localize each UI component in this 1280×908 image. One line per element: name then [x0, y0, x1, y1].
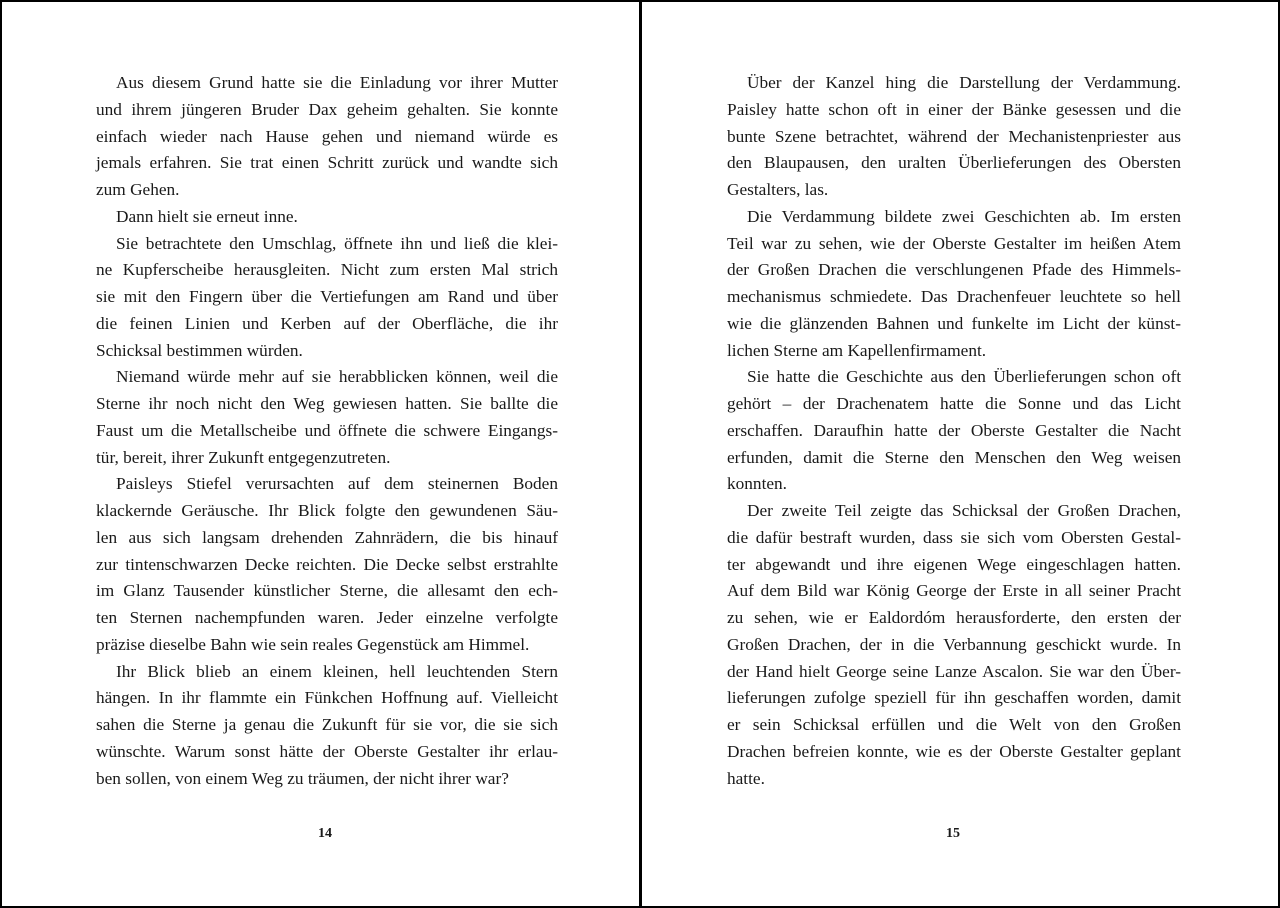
text-line: der Großen Drachen die verschlungenen Pfade des Himmels-: [727, 260, 1181, 280]
text-line: erschaffen. Daraufhin hatte der Oberste Gestalter die Nacht: [727, 420, 1181, 440]
text-line: ben sollen, von einem Weg zu träumen, der nicht ihrer war?: [96, 768, 509, 788]
text-line: zu sehen, wie er Ealdordóm herausforderte, den ersten der: [727, 608, 1181, 627]
text-line: Paisleys Stiefel verursachten auf dem steinernen Boden: [116, 474, 558, 494]
text-line: er sein Schicksal erfüllen und die Welt von den Großen: [727, 715, 1181, 734]
text-line: zum Gehen.: [96, 180, 180, 199]
text-line: Teil war zu sehen, wie der Oberste Gestalter im heißen Atem: [727, 233, 1181, 253]
text-line: im Glanz Tausender künstlicher Sterne, die allesamt den ech-: [96, 581, 558, 601]
text-line: den Blaupausen, den uralten Überlieferungen des Obersten: [727, 153, 1181, 173]
left-page-text: [96, 70, 558, 792]
text-line: Sterne ihr noch nicht den Weg gewiesen hatten. Sie ballte die: [96, 394, 558, 413]
text-line: erfunden, damit die Sterne den Menschen den Weg weisen: [727, 447, 1181, 467]
page-number-left: 14: [318, 826, 332, 841]
text-line: klackernde Geräusche. Ihr Blick folgte den gewundenen Säu-: [96, 501, 558, 520]
text-line: Drachen befreien konnte, wie es der Oberste Gestalter geplant: [727, 741, 1181, 761]
text-line: len aus sich langsam drehenden Zahnrädern, die bis hinauf: [96, 527, 558, 547]
text-line: die dafür bestraft wurden, dass sie sich vom Obersten Gestal-: [727, 527, 1181, 547]
text-line: Die Verdammung bildete zwei Geschichten ab. Im ersten: [747, 206, 1181, 226]
text-line: lichen Sterne am Kapellenfirmament.: [727, 340, 987, 360]
text-line: Großen Drachen, der in die Verbannung geschickt wurde. In: [727, 634, 1181, 654]
text-line: Sie hatte die Geschichte aus den Überlieferungen schon oft: [747, 367, 1181, 387]
text-line: Ihr Blick blieb an einem kleinen, hell leuchtenden Stern: [116, 661, 558, 681]
text-line: Der zweite Teil zeigte das Schicksal der Großen Drachen,: [747, 501, 1181, 520]
text-line: wünschte. Warum sonst hätte der Oberste Gestalter ihr erlau-: [96, 741, 558, 761]
text-line: präzise dieselbe Bahn wie sein reales Gegenstück am Himmel.: [96, 634, 530, 654]
text-line: bunte Szene betrachtet, während der Mechanistenpriester aus: [727, 126, 1181, 146]
text-line: Über der Kanzel hing die Darstellung der Verdammung.: [747, 73, 1181, 92]
paragraph: [727, 204, 1181, 365]
page-gutter-divider: [639, 0, 642, 908]
text-line: hatte.: [727, 768, 765, 788]
text-line: tür, bereit, ihrer Zukunft entgegenzutreten.: [96, 447, 391, 467]
paragraph: [96, 70, 558, 204]
text-line: konnten.: [727, 474, 787, 494]
paragraph: [727, 70, 1181, 204]
paragraph: [96, 659, 558, 793]
paragraph: [96, 231, 558, 365]
text-line: ter abgewandt und ihre eigenen Wege eingeschlagen hatten.: [727, 554, 1181, 574]
text-line: Schicksal bestimmen würden.: [96, 340, 303, 360]
text-line: Faust um die Metallscheibe und öffnete die schwere Eingangs-: [96, 420, 558, 440]
text-line: Niemand würde mehr auf sie herabblicken können, weil die: [116, 367, 558, 387]
text-line: Sie betrachtete den Umschlag, öffnete ihn und ließ die klei-: [116, 233, 558, 253]
text-line: ne Kupferscheibe herausgleiten. Nicht zum ersten Mal strich: [96, 260, 558, 280]
text-line: sie mit den Fingern über die Vertiefungen am Rand und über: [96, 287, 558, 306]
text-line: Aus diesem Grund hatte sie die Einladung vor ihrer Mutter: [116, 73, 558, 92]
paragraph: [96, 204, 558, 231]
text-line: und ihrem jüngeren Bruder Dax geheim gehalten. Sie konnte: [96, 99, 558, 119]
text-line: wie die glänzenden Bahnen und funkelte im Licht der künst-: [727, 313, 1181, 333]
text-line: einfach wieder nach Hause gehen und niemand würde es: [96, 126, 558, 146]
text-line: mechanismus schmiedete. Das Drachenfeuer leuchtete so hell: [727, 287, 1181, 306]
text-line: gehört – der Drachenatem hatte die Sonne und das Licht: [727, 394, 1181, 413]
paragraph: [727, 364, 1181, 498]
text-line: ten Sternen nachempfunden waren. Jeder einzelne verfolgte: [96, 608, 558, 627]
paragraph: [727, 498, 1181, 792]
text-line: Dann hielt sie erneut inne.: [116, 206, 298, 226]
text-line: Paisley hatte schon oft in einer der Bänke gesessen und die: [727, 99, 1181, 119]
text-line: der Hand hielt George seine Lanze Ascalon. Sie war den Über-: [727, 661, 1181, 681]
right-page-text: [727, 70, 1181, 792]
page-number-right: 15: [946, 826, 960, 841]
text-line: Auf dem Bild war König George der Erste in all seiner Pracht: [727, 581, 1181, 601]
text-line: Gestalters, las.: [727, 180, 829, 199]
text-line: sahen die Sterne ja genau die Zukunft für sie vor, die sie sich: [96, 715, 558, 734]
paragraph: [96, 471, 558, 658]
text-line: hängen. In ihr flammte ein Fünkchen Hoffnung auf. Vielleicht: [96, 688, 558, 708]
text-line: die feinen Linien und Kerben auf der Oberfläche, die ihr: [96, 313, 558, 333]
paragraph: [96, 364, 558, 471]
text-line: lieferungen zufolge speziell für ihn geschaffen worden, damit: [727, 688, 1181, 708]
text-line: jemals erfahren. Sie trat einen Schritt zurück und wandte sich: [96, 153, 558, 173]
text-line: zur tintenschwarzen Decke reichten. Die Decke selbst erstrahlte: [96, 554, 558, 574]
